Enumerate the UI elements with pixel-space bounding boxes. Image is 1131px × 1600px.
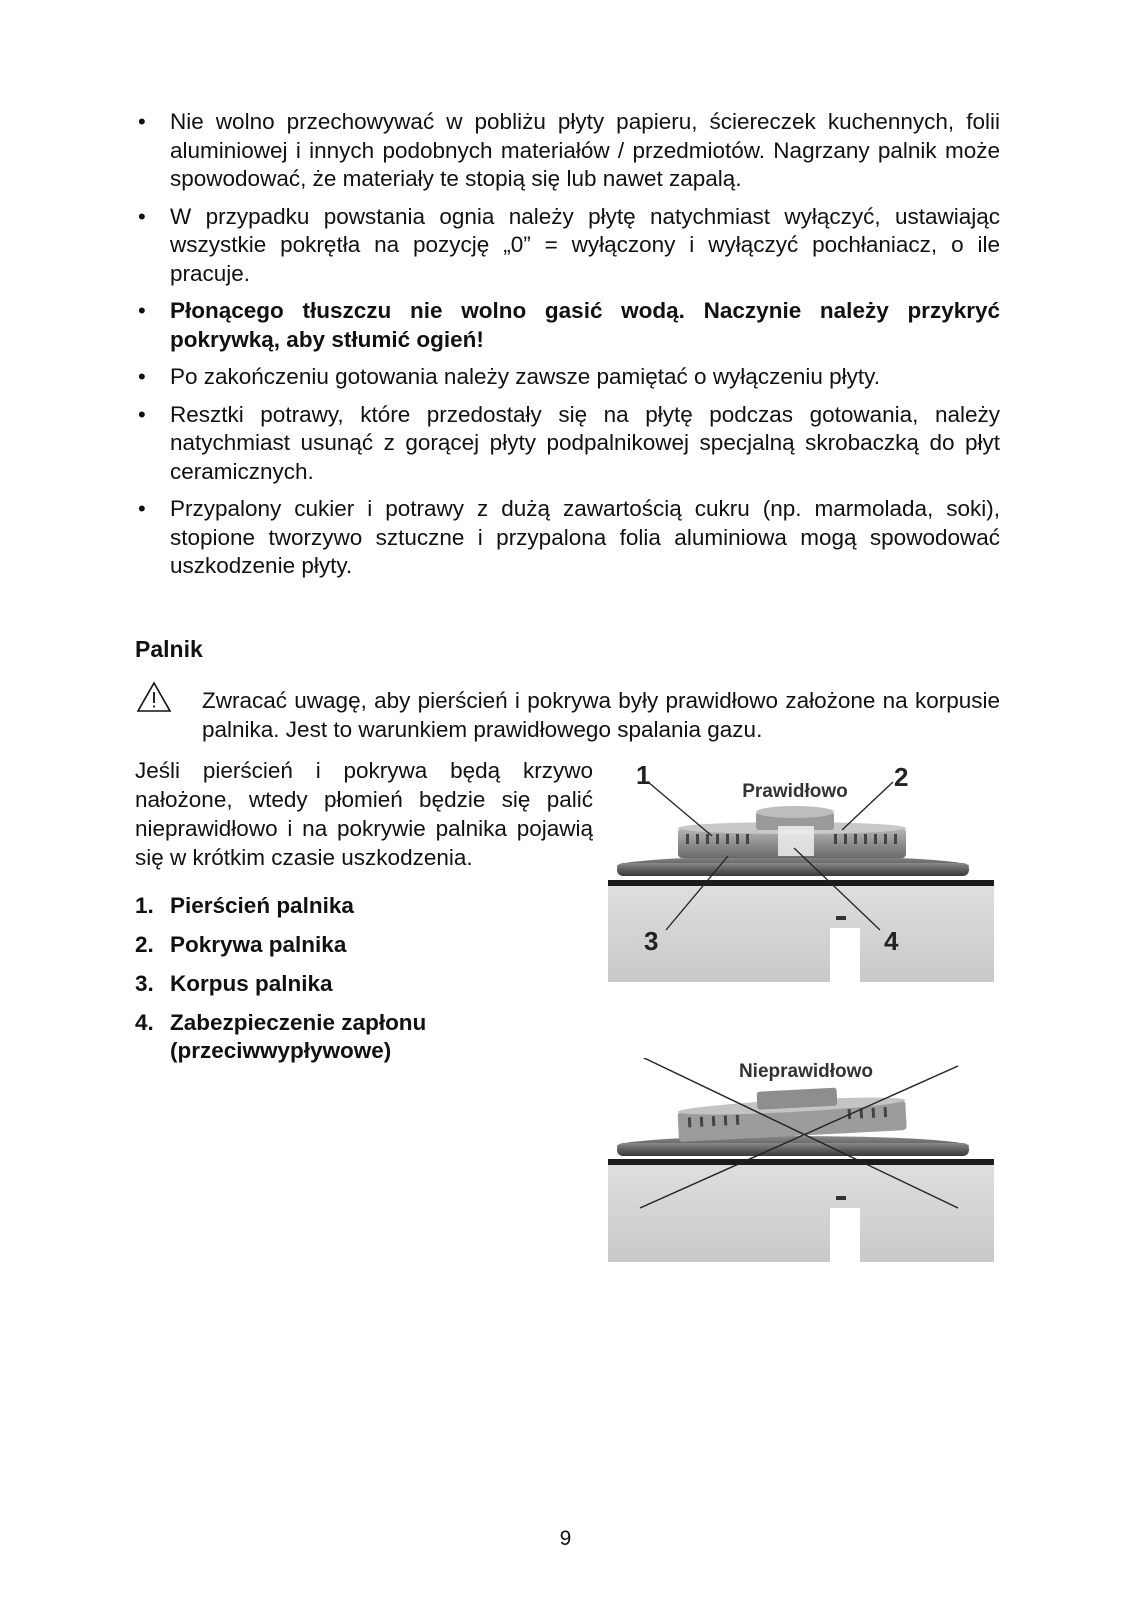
hob-top-plate	[608, 1159, 994, 1165]
burner-figure-correct	[608, 760, 994, 982]
figure-label-correct: Prawidłowo	[742, 781, 848, 802]
bullet-text: W przypadku powstania ognia należy płytę natychmiast wyłączyć, ustawiając wszystkie pokrętła na pozycję „0” = wyłączony i wyłączyć pochłaniacz, o ile pracuje.	[170, 203, 1000, 286]
safety-bullet-list	[138, 108, 1000, 590]
hob-body	[608, 885, 994, 982]
bullet-text: Płonącego tłuszczu nie wolno gasić wodą. Naczynie należy przykryć pokrywką, aby stłumić ogień!	[170, 298, 1000, 352]
bullet-symbol: •	[138, 401, 146, 427]
part-number: 3.	[135, 971, 154, 996]
page-number: 9	[559, 1527, 572, 1550]
figure-label-incorrect: Nieprawidłowo	[738, 1060, 874, 1082]
part-item	[135, 931, 535, 959]
bullet-item	[138, 108, 1000, 194]
bullet-text: Nie wolno przechowywać w pobliżu płyty papieru, ściereczek kuchennych, folii aluminiowej i innych podobnych materiałów / przedmiotów. Nagrzany palnik może spowodować, że materiały te stopią się lub nawet zapalą.	[170, 109, 1000, 191]
part-item	[135, 1009, 535, 1065]
bullet-text: Resztki potrawy, które przedostały się na płytę podczas gotowania, należy natychmiast usunąć z gorącej płyty podpalnikowej specjalną skrobaczką do płyt ceramicznych.	[170, 401, 1000, 484]
bullet-item	[138, 401, 1000, 487]
section-title: Palnik	[135, 636, 203, 662]
bullet-symbol: •	[138, 109, 146, 134]
callout-1: 1	[636, 760, 651, 790]
part-number: 4.	[135, 1010, 154, 1035]
bullet-symbol: •	[138, 298, 146, 323]
part-number: 1.	[135, 893, 154, 918]
callout-4: 4	[884, 926, 899, 956]
part-number: 2.	[135, 932, 154, 957]
bullet-text: Po zakończeniu gotowania należy zawsze pamiętać o wyłączeniu płyty.	[170, 364, 880, 389]
bullet-symbol: •	[138, 203, 146, 229]
hob-body	[608, 1164, 994, 1262]
part-item	[135, 970, 535, 998]
bullet-text: Przypalony cukier i potrawy z dużą zawartością cukru (np. marmolada, soki), stopione tworzywo sztuczne i przypalona folia aluminiowa mogą spowodować uszkodzenie płyty.	[170, 496, 1000, 578]
callout-3: 3	[644, 926, 659, 956]
part-label: Zabezpieczenie zapłonu (przeciwwypływowe)	[170, 1010, 427, 1063]
burner-parts-list	[135, 892, 535, 1076]
bullet-item	[138, 495, 1000, 581]
burner-paragraph: Jeśli pierścień i pokrywa będą krzywo nałożone, wtedy płomień będzie się palić nieprawidłowo i na pokrywie palnika pojawią się w krótkim czasie uszkodzenia.	[135, 758, 593, 870]
part-label: Pierścień palnika	[170, 893, 354, 918]
part-item	[135, 892, 535, 920]
bullet-item	[138, 203, 1000, 289]
part-label: Korpus palnika	[170, 971, 333, 996]
burner-figure-incorrect	[608, 1058, 994, 1262]
bullet-symbol: •	[138, 364, 146, 389]
bullet-symbol: •	[138, 496, 146, 521]
warning-text: Zwracać uwagę, aby pierścień i pokrywa były prawidłowo założone na korpusie palnika. Jest to warunkiem prawidłowego spalania gazu.	[202, 688, 1000, 742]
part-label: Pokrywa palnika	[170, 932, 347, 957]
bullet-item-bold	[138, 297, 1000, 354]
ignition-slot	[830, 1208, 860, 1262]
ignition-slot	[830, 928, 860, 982]
warning-triangle-icon	[136, 681, 172, 713]
callout-2: 2	[894, 762, 909, 792]
burner-ring-tilted	[677, 1084, 907, 1142]
bullet-item	[138, 363, 1000, 392]
hob-top-plate	[608, 880, 994, 886]
